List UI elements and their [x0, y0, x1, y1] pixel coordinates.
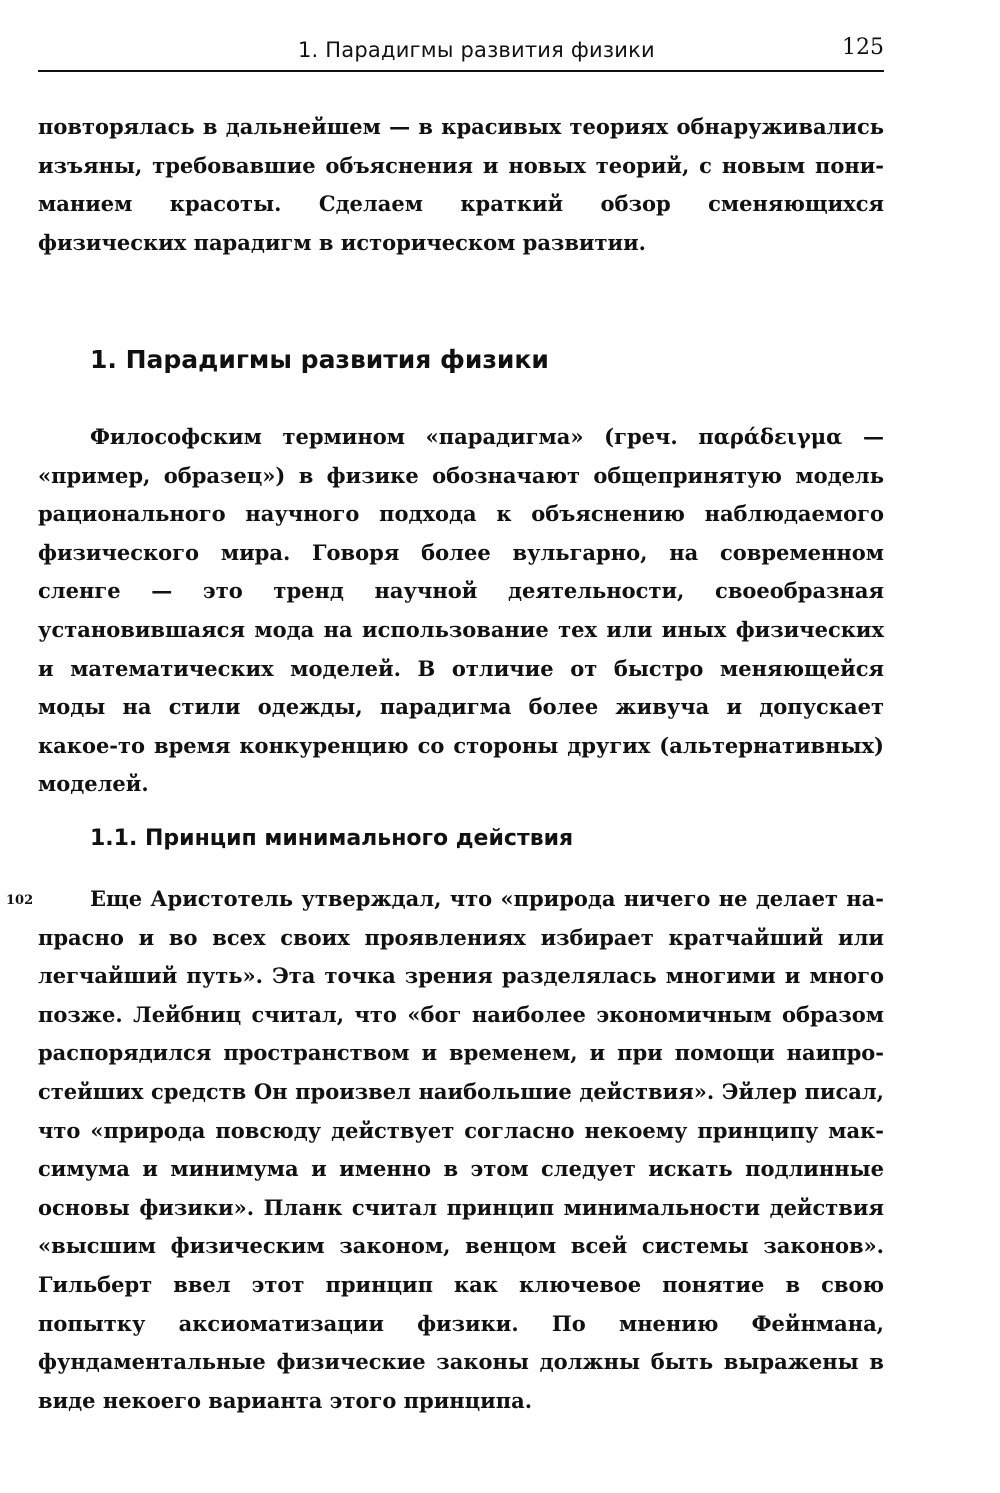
intro-paragraph: повторялась в дальнейшем — в красивых теориях обнаруживались изъяны, требовавшие объяснения и новых теорий, с новым пониманием красоты. Сделаем краткий обзор сменяющихся физических парадигм в историческом развитии.	[38, 114, 884, 255]
section-paragraph: Философским термином «парадигма» (греч. παράδειγμα — «пример, образец») в физике обозначают общепринятую модель рационального научного подхода к объяснению наблюдаемого физического мира. Говоря более вульгарно, на современном сленге — это тренд научной деятельности, своеобразная установившаяся мода на использование тех или иных физических и математических моделей. В отличие от быстро меняющейся моды на стили одежды, парадигма более живуча и допускает какое-то время конкуренцию со стороны других (альтернативных) моделей.	[38, 424, 884, 797]
page-number: 125	[842, 35, 884, 60]
section-heading: 1. Парадигмы развития физики	[90, 345, 549, 374]
margin-number: 102	[6, 893, 34, 908]
running-header	[38, 30, 884, 72]
subsection-paragraph: Еще Аристотель утверждал, что «природа ничего не делает напрасно и во всех своих проявлениях избирает кратчайший или легчайший путь». Эта точка зрения разделялась многими и много позже. Лейбниц считал, что «бог наиболее экономичным образом распорядился пространством и временем, и при помощи наипростейших средств Он произвел наибольшие действия». Эйлер писал, что «природа повсюду действует согласно некоему принципу максимума и минимума и именно в этом следует искать подлинные основы физики». Планк считал принцип минимальности действия «высшим физическим законом, венцом всей системы законов». Гильберт ввел этот принцип как ключевое понятие в свою попытку аксиоматизации физики. По мнению Фейнмана, фундаментальные физические законы должны быть выражены в виде некоего варианта этого принципа.	[38, 886, 884, 1413]
running-title: 1. Парадигмы развития физики	[298, 38, 655, 62]
subsection-heading: 1.1. Принцип минимального действия	[90, 826, 574, 851]
